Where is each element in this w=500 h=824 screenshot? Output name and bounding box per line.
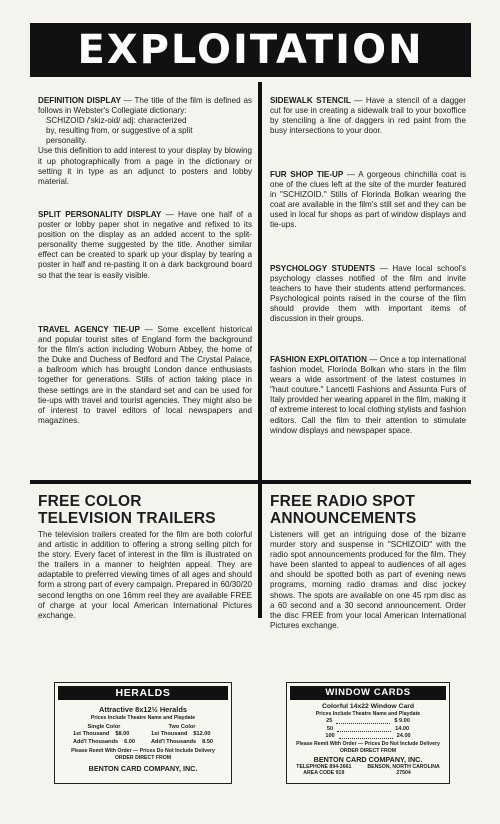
window-cards-price-row: 100 24.00 xyxy=(325,733,411,740)
window-cards-price-row: 25 $ 9.00 xyxy=(326,718,410,724)
sidewalk-stencil-heading: SIDEWALK STENCIL xyxy=(270,96,351,105)
page-title: EXPLOITATION xyxy=(77,27,424,73)
definition-line-3: personality. xyxy=(46,136,87,146)
window-cards-area-code: AREA CODE 919 xyxy=(303,769,345,776)
psychology-students-heading: PSYCHOLOGY STUDENTS xyxy=(270,264,376,273)
window-cards-price-row: 50 14.00 xyxy=(326,725,410,732)
definition-display-intro: — The title of the film is defined as follows in Webster's Collegiate dictionary: xyxy=(38,96,253,116)
window-cards-address xyxy=(287,764,449,776)
fashion-exploitation-body: — Once a top international fashion model, Florinda Bolkan who stars in the film wears a wide assortment of the latest costumes in "haut couture." Lancetti Fashions and Assunta Furs of Italy provided her wearing apparel in the film, making it of extreme interest to local clothing stylists and fashion editors. Call the film to their attention to stimulate window displays and newspaper space. xyxy=(270,355,466,435)
window-cards-phone: TELEPHONE 894-3661 xyxy=(296,763,352,770)
fur-shop-heading: FUR SHOP TIE-UP xyxy=(270,170,344,179)
column-divider xyxy=(258,82,262,480)
window-cards-zip: 27504 xyxy=(396,769,411,776)
radio-heading-line-2: ANNOUNCEMENTS xyxy=(270,510,417,527)
heralds-price-table xyxy=(55,724,231,746)
psychology-students-section xyxy=(270,264,466,325)
heralds-two-color-column xyxy=(151,724,213,746)
window-cards-prices-note: Prices Include Theatre Name and Playdate xyxy=(315,711,421,717)
sidewalk-stencil-section xyxy=(270,96,466,136)
definition-display-section xyxy=(38,96,252,187)
travel-agency-section xyxy=(38,325,252,426)
heralds-card xyxy=(54,682,232,784)
window-cards-remit-note: Please Remit With Order — Prices Do Not Include Delivery xyxy=(296,740,440,747)
psychology-students-body: — Have local school's psychology classes notified of the film and invite teachers to have their students attend performances. Psychological points raised in the course of the film should provide them with important items of discussion in their groups. xyxy=(270,264,466,324)
split-personality-body: — Have one half of a poster or lobby paper shot in negative and refixed to its position on the display as an added accent to the split-personality theme suggested by the title. Another similar effect can be created to spark up your display by tearing a poster in half and re-pasting it on a dark background board so that the tear is easily visible. xyxy=(38,210,252,280)
trailers-heading-line-2: TELEVISION TRAILERS xyxy=(38,510,216,527)
heralds-two-row: 1st Thousand $12.00 xyxy=(151,731,211,738)
radio-heading xyxy=(270,493,416,527)
heralds-subtitle: Attractive 8x12½ Heralds xyxy=(99,705,187,714)
exploitation-banner xyxy=(30,23,471,77)
heralds-two-color-heading: Two Color xyxy=(168,724,196,730)
window-cards-title: WINDOW CARDS xyxy=(290,686,446,700)
window-cards-city: BENSON, NORTH CAROLINA xyxy=(367,763,440,770)
fashion-exploitation-section xyxy=(270,355,466,436)
heralds-single-color-column xyxy=(73,724,135,746)
definition-display-heading: DEFINITION DISPLAY xyxy=(38,96,121,105)
section-divider xyxy=(30,480,471,484)
heralds-title: HERALDS xyxy=(58,686,228,700)
heralds-single-row: 1st Thousand $8.00 xyxy=(72,731,130,738)
fashion-exploitation-heading: FASHION EXPLOITATION xyxy=(270,355,367,364)
heralds-remit-note: Please Remit With Order — Prices Do Not Include Delivery xyxy=(71,748,215,755)
heralds-company: BENTON CARD COMPANY, INC. xyxy=(88,764,198,774)
travel-agency-body: — Some excellent historical and popular tourist sites of England form the background for the film's action including Woburn Abbey, the home of the Duke and Duchess of Bedford and The Crystal Palace, a ballroom which has brought London dance enthusiasts together for generations. Stills of action taking place in these settings are in the standard set and can be used for tie-ups with travel and tourist agencies. They might also be of interest to travel editors of local newspapers and magazines. xyxy=(38,325,252,425)
definition-display-body: Use this definition to add interest to your display by blowing it up photographically from a page in the dictionary or setting it in type as an adjunct to posters and lobby material. xyxy=(38,146,252,186)
heralds-order-note: ORDER DIRECT FROM xyxy=(114,755,172,762)
heralds-prices-note: Prices Include Theatre Name and Playdate xyxy=(90,715,196,721)
trailers-body: The television trailers created for the film are both colorful and artistic in addition to offering a strong selling pitch for the story. Every facet of interest in the film is illustrated on the trailers in a manner to heighten appeal. They are adaptable to preferred viewing times of all ages and should form a strong part of every campaign. Prepared in 60/30/20 second lengths on one 16mm reel they are available FREE of charge at your local American International Pictures exchange. xyxy=(38,530,252,620)
lower-column-divider xyxy=(258,484,262,618)
heralds-single-color-heading: Single Color xyxy=(87,724,121,730)
window-cards-order-note: ORDER DIRECT FROM xyxy=(339,747,397,754)
window-cards-card xyxy=(286,682,450,784)
heralds-two-row: Add'l Thousands 8.50 xyxy=(151,738,214,745)
window-cards-subtitle: Colorful 14x22 Window Card xyxy=(321,703,415,710)
trailers-heading xyxy=(38,493,216,527)
split-personality-section xyxy=(38,210,252,281)
definition-line-1: SCHIZOID /'skiz-oid/ adj: characterized xyxy=(46,116,187,126)
trailers-heading-line-1: FREE COLOR xyxy=(38,493,142,510)
fur-shop-body: — A gorgeous chinchilla coat is one of the clues left at the site of the murder featured in "SCHIZOID." Stills of Florinda Bolkan wearing the coat are available in the film's still set and they can be used in local fur shops as part of window displays and tie-ups. xyxy=(270,170,467,230)
travel-agency-heading: TRAVEL AGENCY TIE-UP xyxy=(38,325,140,334)
radio-heading-line-1: FREE RADIO SPOT xyxy=(270,493,416,510)
sidewalk-stencil-body: — Have a stencil of a dagger cut for use in creating a sidewalk trail to your boxoffice by stenciling a line of daggers in red paint from the busy intersections to your door. xyxy=(270,96,466,136)
heralds-single-row: Add'l Thousands 6.00 xyxy=(72,738,135,745)
window-cards-company: BENTON CARD COMPANY, INC. xyxy=(313,754,423,764)
fur-shop-section xyxy=(270,170,466,231)
radio-body: Listeners will get an intriguing dose of the bizarre murder story and suspense in "SCHIZOID" with the radio spot announcements produced for the film. They have been slanted to appeal to audiences of all ages and should be spotted both as part of evening news programs, morning radio dramas and disc jockey shows. The spots are available on one 45 rpm disc as a 60 second and a 30 second announcement. Order the disc FREE from your local American International Pictures exchange. xyxy=(270,530,466,630)
definition-line-2: by, resulting from, or suggestive of a split xyxy=(46,126,193,136)
split-personality-heading: SPLIT PERSONALITY DISPLAY xyxy=(38,210,162,219)
